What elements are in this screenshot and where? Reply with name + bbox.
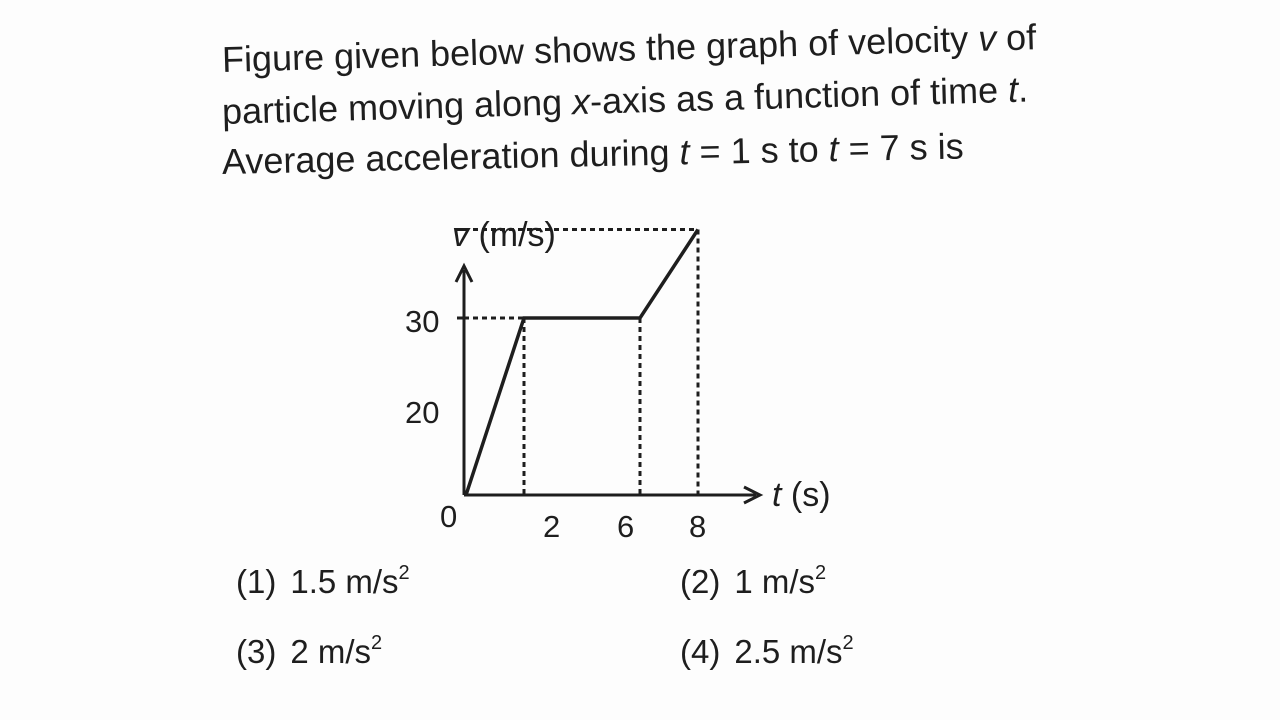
question-text: Average acceleration during <box>221 131 680 182</box>
time-variable: t <box>1007 68 1019 111</box>
option-exponent: 2 <box>371 632 383 654</box>
option-exponent: 2 <box>842 632 854 654</box>
option-value: 2 m/s <box>290 633 372 670</box>
option-2[interactable] <box>680 563 826 601</box>
x-axis-label: t (s) <box>772 476 831 514</box>
option-value: 2.5 m/s <box>734 633 843 670</box>
option-exponent: 2 <box>815 562 827 584</box>
question-text: -axis as a function of time <box>589 69 1009 122</box>
y-axis-label: v (m/s) <box>452 216 556 254</box>
dashed-guides <box>457 230 698 496</box>
time-variable: t <box>679 131 690 173</box>
velocity-curve <box>466 230 698 496</box>
x-tick-label-2: 2 <box>543 509 561 544</box>
x-variable: x <box>571 80 591 123</box>
question-text: Figure given below shows the graph of velocity <box>221 17 979 80</box>
question-text: of <box>995 16 1037 59</box>
question-text: = 7 s is <box>838 125 965 170</box>
velocity-variable: v <box>977 17 997 59</box>
x-tick-label-6: 6 <box>617 509 635 544</box>
option-1[interactable] <box>236 563 410 601</box>
option-value: 1 m/s <box>734 563 816 600</box>
option-number: (3) <box>236 633 277 670</box>
time-variable: t <box>828 128 840 170</box>
option-number: (2) <box>680 563 721 600</box>
option-exponent: 2 <box>398 562 410 584</box>
origin-label: 0 <box>440 499 458 534</box>
option-value: 1.5 m/s <box>290 563 399 600</box>
option-number: (1) <box>236 563 277 600</box>
y-tick-label-20: 20 <box>405 395 440 430</box>
option-3[interactable] <box>236 633 382 671</box>
x-tick-label-8: 8 <box>689 509 707 544</box>
question-text: particle moving along <box>221 81 573 132</box>
y-tick-label-30: 30 <box>405 304 440 339</box>
option-number: (4) <box>680 633 721 670</box>
option-4[interactable] <box>680 633 854 671</box>
question-text: = 1 s to <box>689 128 830 173</box>
question-text: . <box>1017 68 1029 110</box>
